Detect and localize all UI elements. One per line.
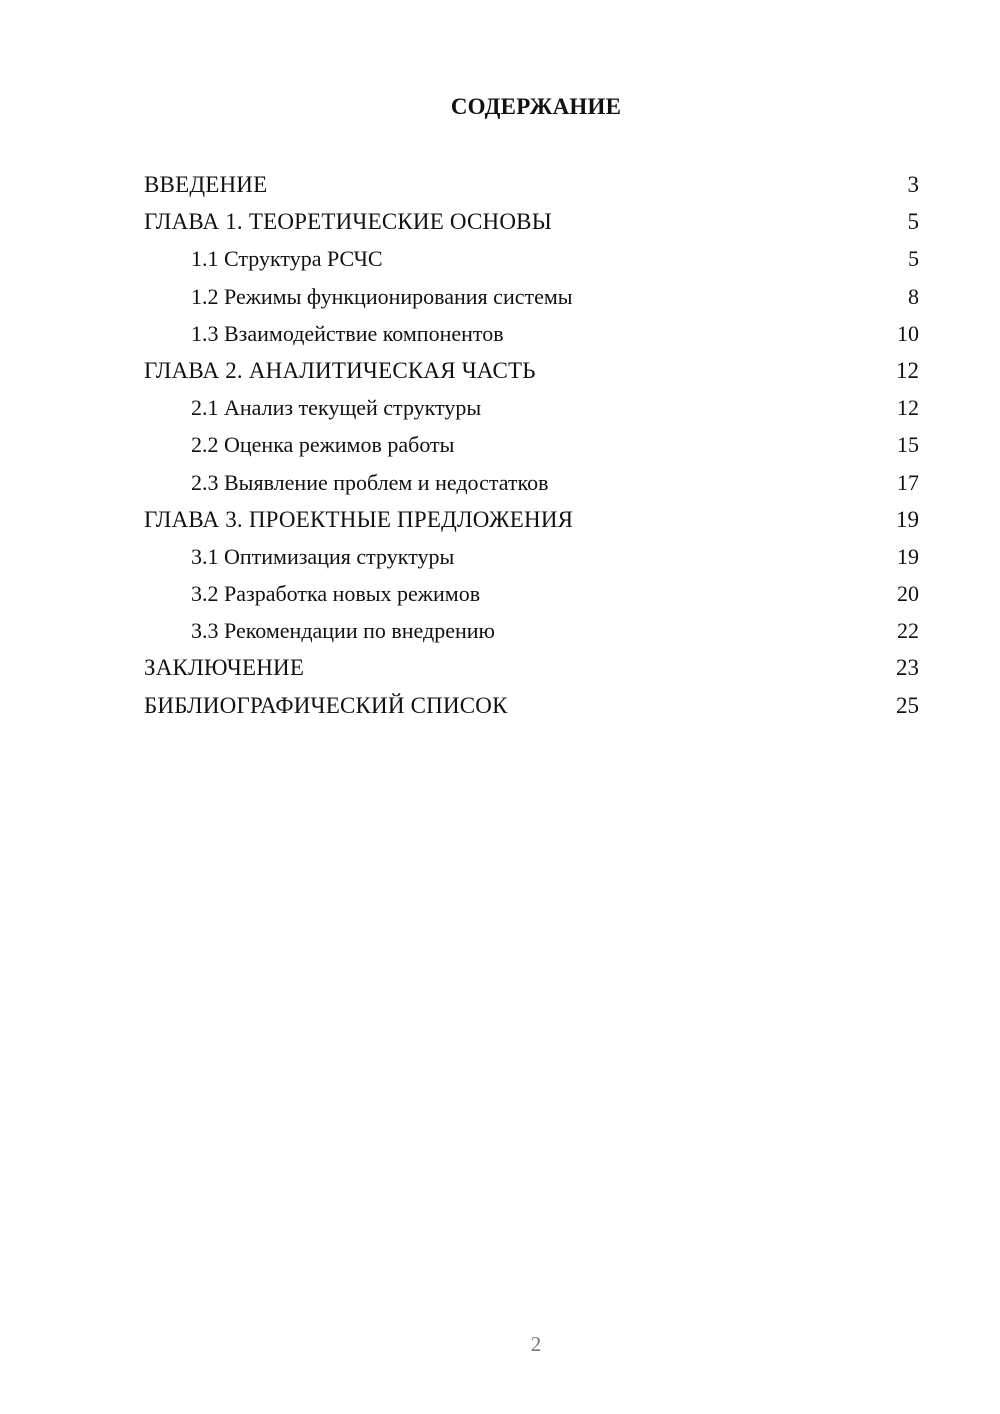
page-number: 2 [530,1332,542,1356]
table-of-contents [144,166,919,724]
toc-entry-page: 20 [897,581,919,607]
toc-entry-title: 3.2 Разработка новых режимов [191,581,481,607]
toc-entry-title: 2.3 Выявление проблем и недостатков [191,469,549,495]
toc-entry-title: БИБЛИОГРАФИЧЕСКИЙ СПИСОК [144,692,508,718]
toc-entry-title: ГЛАВА 3. ПРОЕКТНЫЕ ПРЕДЛОЖЕНИЯ [144,506,574,532]
toc-subentry[interactable] [144,240,919,277]
toc-entry[interactable] [144,166,919,203]
toc-entry-title: 1.3 Взаимодействие компонентов [191,320,504,346]
toc-entry-page: 15 [897,432,919,458]
toc-entry-title: 2.2 Оценка режимов работы [191,432,455,458]
toc-subentry[interactable] [144,426,919,463]
toc-entry-page: 25 [896,692,919,718]
toc-entry-page: 19 [897,543,919,569]
toc-entry-title: 2.1 Анализ текущей структуры [191,395,482,421]
toc-entry-page: 5 [908,246,919,272]
toc-entry-title: 3.1 Оптимизация структуры [191,543,455,569]
toc-entry[interactable] [144,687,919,724]
toc-entry-page: 3 [907,172,919,197]
toc-entry-page: 22 [897,618,919,644]
toc-entry-title: 3.3 Рекомендации по внедрению [191,618,495,644]
toc-subentry[interactable] [144,612,919,649]
toc-entry-title: ВВЕДЕНИЕ [144,172,268,197]
toc-entry-title: ГЛАВА 2. АНАЛИТИЧЕСКАЯ ЧАСТЬ [144,357,536,383]
toc-entry-title: 1.1 Структура РСЧС [191,246,383,272]
toc-entry-title: ЗАКЛЮЧЕНИЕ [144,655,305,681]
toc-subentry[interactable] [144,575,919,612]
toc-entry-page: 8 [908,283,919,309]
page-title: СОДЕРЖАНИЕ [450,94,622,119]
toc-subentry[interactable] [144,538,919,575]
toc-entry-page: 10 [897,320,919,346]
toc-entry-page: 17 [897,469,919,495]
toc-entry[interactable] [144,203,919,240]
toc-entry-title: ГЛАВА 1. ТЕОРЕТИЧЕСКИЕ ОСНОВЫ [144,209,552,235]
toc-entry-page: 19 [896,506,919,532]
toc-entry[interactable] [144,352,919,389]
toc-entry-page: 23 [896,655,919,681]
toc-subentry[interactable] [144,464,919,501]
toc-subentry[interactable] [144,278,919,315]
toc-entry-page: 12 [896,357,919,383]
toc-subentry[interactable] [144,315,919,352]
toc-entry[interactable] [144,501,919,538]
toc-subentry[interactable] [144,389,919,426]
toc-entry-title: 1.2 Режимы функционирования системы [191,283,573,309]
toc-entry-page: 5 [907,209,919,235]
toc-entry[interactable] [144,649,919,686]
toc-entry-page: 12 [897,395,919,421]
